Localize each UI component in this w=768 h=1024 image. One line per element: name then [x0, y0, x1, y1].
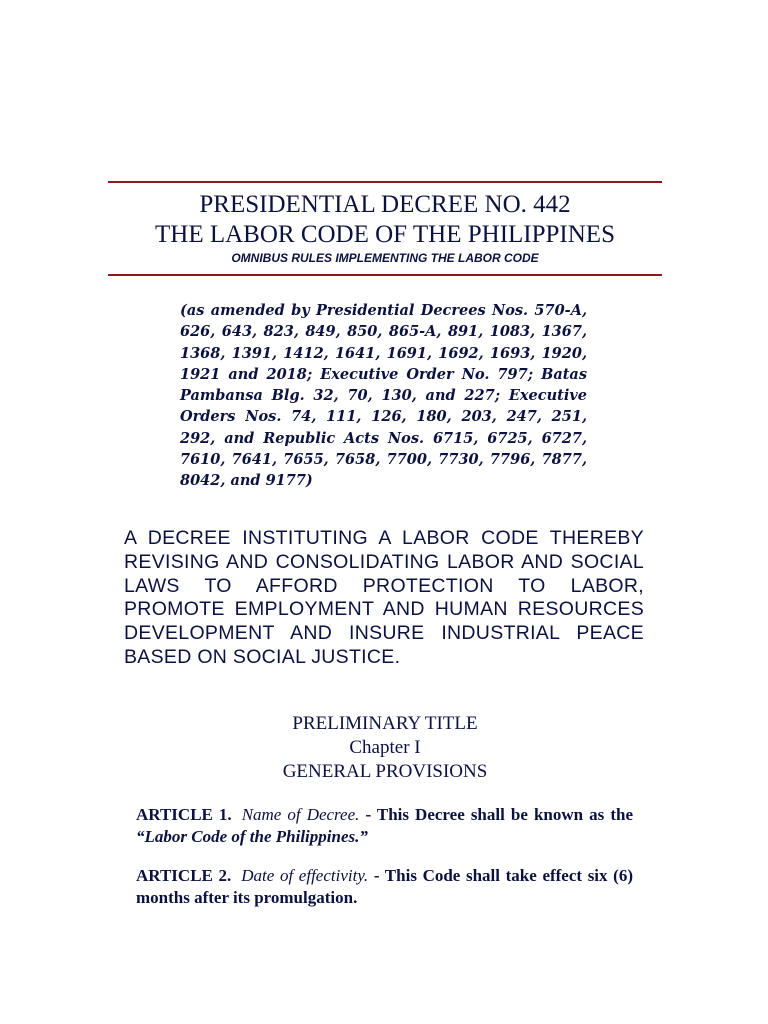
- chapter-heading: Chapter I: [349, 737, 421, 758]
- decree-statement: A DECREE INSTITUTING A LABOR CODE THEREBY REVISING AND CONSOLIDATING LABOR AND SOCIAL LAWS TO AFFORD PROTECTION TO LABOR, PROMOTE EMPLOYMENT AND HUMAN RESOURCES DEVELOPMENT AND INSURE INDUSTRIAL PEACE BASED ON SOCIAL JUSTICE.: [124, 527, 644, 668]
- article-1: [136, 804, 633, 848]
- labor-code-title: THE LABOR CODE OF THE PHILIPPINES: [155, 221, 615, 248]
- article-heading: Date of effectivity.: [241, 866, 369, 885]
- article-quote: “Labor Code of the Philippines.”: [136, 827, 368, 846]
- section-heading-block: [108, 712, 662, 784]
- decree-number-title: PRESIDENTIAL DECREE NO. 442: [199, 191, 571, 218]
- document-title-block: [108, 190, 662, 265]
- title-top-rule: [108, 181, 662, 183]
- omnibus-rules-subtitle: OMNIBUS RULES IMPLEMENTING THE LABOR CODE: [231, 251, 539, 265]
- general-provisions-heading: GENERAL PROVISIONS: [282, 761, 488, 782]
- article-heading: Name of Decree.: [241, 805, 360, 824]
- article-text: - This Code shall take effect six (6) months after its promulgation.: [136, 866, 633, 907]
- article-2: [136, 865, 633, 909]
- preliminary-title-heading: PRELIMINARY TITLE: [292, 713, 478, 734]
- article-text: - This Decree shall be known as the: [359, 805, 633, 824]
- article-number: ARTICLE 2.: [136, 866, 232, 885]
- title-bottom-rule: [108, 274, 662, 276]
- article-number: ARTICLE 1.: [136, 805, 232, 824]
- amendment-note: (as amended by Presidential Decrees Nos. 570-A, 626, 643, 823, 849, 850, 865-A, 891, 1083, 1367, 1368, 1391, 1412, 1641, 1691, 1692, 1693, 1920, 1921 and 2018; Executive Order No. 797; Batas Pambansa Blg. 32, 70, 130, and 227; Executive Orders Nos. 74, 111, 126, 180, 203, 247, 251, 292, and Republic Acts Nos. 6715, 6725, 6727, 7610, 7641, 7655, 7658, 7700, 7730, 7796, 7877, 8042, and 9177): [180, 302, 587, 490]
